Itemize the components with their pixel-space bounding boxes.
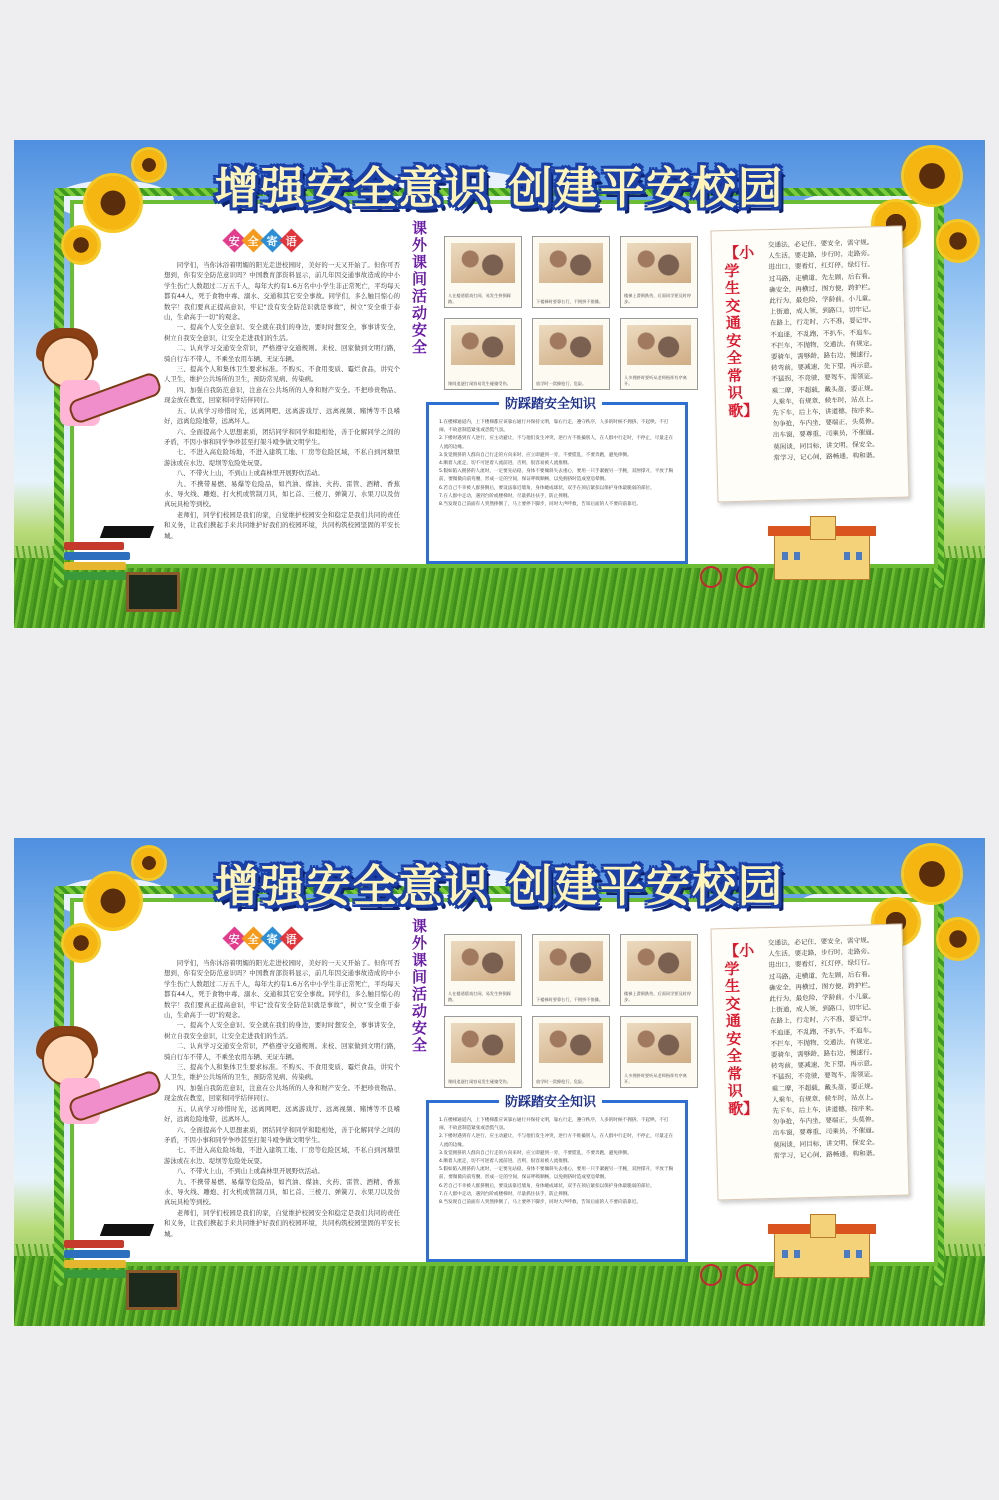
activity-picture (620, 934, 698, 1006)
song-line: 乘二摩，不超载，戴头盔，要正规。 (771, 1081, 878, 1093)
activity-label: 课外课间活动安全 (412, 219, 428, 356)
song-line: 要骑车，需够龄，路右边，慢速行。 (770, 350, 877, 362)
activity-picture (532, 318, 610, 390)
stampede-item: 5.假如陷入拥挤的人流时，一定要先站稳，身体不要倾斜失去重心，要用一只手紧握另一手腕，双肘撑开，平放于胸前，要微微向前弯腰，形成一定的空间，保证呼吸顺畅，以免拥挤时造成窒息晕倒。 (439, 469, 674, 483)
graduation-cap-icon (100, 526, 154, 538)
stampede-list (429, 1103, 685, 1207)
song-line: 上街道，成人领，到路口，切牢记。 (769, 1003, 876, 1015)
stampede-title: 防踩踏安全知识 (499, 1091, 602, 1110)
sunflower-icon (939, 222, 977, 260)
picture-caption: 下楼梯时要靠右行，不拥挤不推搡。 (536, 996, 604, 1002)
activity-picture (444, 318, 522, 390)
song-lines (768, 935, 902, 1162)
picture-caption: 下楼梯时要靠右行，不拥挤不推搡。 (536, 298, 604, 304)
stampede-item: 3.发觉拥挤的人群向自己行走的方向来时，应立即避到一旁，不要慌乱，不要奔跑，避免摔倒。 (439, 452, 632, 458)
intro-paragraph: 一、提高个人安全意识、安全就在我们的身边，要时时想安全，事事讲安全，树立自我安全意识，让安全走进我们的生活。 (164, 323, 400, 342)
song-line: 在路上，行走时，六不准，要记牢。 (769, 1014, 876, 1026)
tagline-char: 全 (248, 234, 259, 248)
stampede-item: 8.当发现自己前面有人突然摔倒了，马上要停下脚步，同时大声呼救，告知后面的人不要向前靠近。 (439, 1200, 641, 1206)
stampede-item: 2.下楼时遇到有人逆行，应主动避让，不与他们发生冲突，逆行方不推搡别人，在人群中行走时，不停止，尽量走在人流的边缘。 (439, 436, 674, 450)
song-line: 不猛拐，不竞驶，要驾车，需领证。 (771, 1070, 877, 1082)
song-line: 先下车，后上车，讲道德，按序来。 (772, 1104, 878, 1116)
traffic-song-card (710, 924, 909, 1201)
stampede-item: 6.若自己不幸被人群挤倒后，要设法靠近墙角，身体蜷成球状，双手在颈后紧扣以保护身体最脆弱的部位。 (439, 485, 655, 491)
safety-board-bottom (14, 838, 985, 1326)
stampede-item: 4.顺着人流走，切不可逆着人流前进，否则，很容易被人流推倒。 (439, 1159, 573, 1165)
song-line: 人乘车，有规章，候车时，站点上。 (771, 395, 878, 406)
song-line: 过马路，走横道，先左顾，后右看。 (768, 969, 875, 981)
song-line: 确安全，再横过，图方便，跨护栏。 (768, 981, 875, 992)
song-line: 不追逐，不乱跑，不扒车，不追车。 (770, 327, 876, 339)
activity-picture (620, 236, 698, 308)
board-title: 增强安全意识 创建平安校园 (214, 163, 785, 214)
song-line: 在路上，行走时，六不准，要记牢。 (769, 316, 876, 328)
song-line: 不追逐，不乱跑，不扒车，不追车。 (770, 1025, 876, 1037)
tagline-char: 语 (286, 932, 297, 946)
song-line: 进出口，要看灯，红灯停，绿灯行。 (768, 958, 875, 970)
activity-picture (444, 934, 522, 1006)
tagline-char: 安 (229, 234, 240, 248)
song-line: 出车窗，要尊重，司乘员，不催逼。 (772, 428, 879, 440)
song-line: 交通法，必记住，要安全，需守规。 (767, 238, 874, 250)
song-line: 出车窗，要尊重，司乘员，不催逼。 (772, 1126, 879, 1138)
picture-caption: 楼梯上滑倒跌伤，后面同学要及时停步。 (624, 293, 692, 304)
stampede-safety-box (426, 397, 688, 564)
sunflower-icon (939, 920, 977, 958)
stampede-item: 4.顺着人流走，切不可逆着人流前进，否则，很容易被人流推倒。 (439, 461, 573, 467)
intro-paragraph: 六、全面提高个人思想素质，团结同学和同学和睦相处，善于化解同学之间的矛盾，不因小事和同学争吵甚至打架斗殴争做文明学生。 (164, 427, 400, 446)
stampede-safety-box (426, 1095, 688, 1262)
tagline (226, 232, 300, 249)
song-line: 不拦车，不抛物，交通法，有规定。 (770, 339, 877, 350)
picture-caption: 楼梯上滑倒跌伤，后面同学要及时停步。 (624, 991, 692, 1002)
picture-caption: 放学时一窝蜂抢行，危险。 (536, 380, 587, 386)
intro-paragraph: 一、提高个人安全意识、安全就在我们的身边，要时时想安全，事事讲安全，树立自我安全意识，让安全走进我们的生活。 (164, 1021, 400, 1040)
sunflower-icon (64, 228, 98, 262)
chalkboard-illustration (126, 572, 180, 612)
song-line: 乘二摩，不超载，戴头盔，要正规。 (771, 383, 878, 395)
song-line: 交通法，必记住，要安全，需守规。 (767, 936, 874, 948)
song-line: 人乘车，有规章，候车时，站点上。 (771, 1093, 878, 1104)
tagline-char: 全 (248, 932, 259, 946)
activity-picture (532, 934, 610, 1006)
chalkboard-illustration (126, 1270, 180, 1310)
intro-paragraph: 同学们，当你沐浴着明媚的阳光走进校园时，美好的一天又开始了。但你可否想到，你有安全防范意识吗？中国教育部资料显示，前几年因交通事故造成的中小学生伤亡人数超过二万五千人，每年大约有1.6万名中小学生非正常死亡，平均每天都有44人，死于食物中毒、溺水、交通和其它安全事故。同学们，多么触目惊心的数字！我们要真正提高意识，牢记“没有安全防范识就是事故”，树立“安全重于泰山，生命高于一切”的观念。 (164, 959, 400, 1020)
intro-paragraph: 同学们，当你沐浴着明媚的阳光走进校园时，美好的一天又开始了。但你可否想到，你有安全防范意识吗？中国教育部资料显示，前几年因交通事故造成的中小学生伤亡人数超过二万五千人，每年大约有1.6万名中小学生非正常死亡，平均每天都有44人，死于食物中毒、溺水、交通和其它安全事故。同学们，多么触目惊心的数字！我们要真正提高意识，牢记“没有安全防范识就是事故”，树立“安全重于泰山，生命高于一切”的观念。 (164, 261, 400, 322)
stampede-list (429, 405, 685, 509)
school-building-illustration (774, 1218, 870, 1278)
intro-paragraph: 四、加强自我防范意识，注意在公共场所的人身和财产安全。不把珍贵物品、现金放在教室，回家和同学结伴同行。 (164, 385, 400, 405)
song-line: 转弯前，要减速，先下望，再示意。 (770, 1059, 877, 1071)
song-line: 上街道，成人领，到路口，切牢记。 (769, 305, 876, 317)
activity-picture (620, 1016, 698, 1088)
stampede-item: 7.在人群中走动，遇到台阶或楼梯时，尽量抓住扶手，防止摔倒。 (439, 493, 573, 499)
school-building-illustration (774, 520, 870, 580)
graduation-cap-icon (100, 1224, 154, 1236)
board-title: 增强安全意识 创建平安校园 (214, 861, 785, 912)
activity-picture (532, 236, 610, 308)
song-line: 不拦车，不抛物，交通法，有规定。 (770, 1037, 877, 1048)
song-line: 先下车，后上车，讲道德，按序来。 (772, 406, 878, 418)
stampede-item: 6.若自己不幸被人群挤倒后，要设法靠近墙角，身体蜷成球状，双手在颈后紧扣以保护身体最脆弱的部位。 (439, 1183, 655, 1189)
intro-paragraph: 八、不带火上山，不到山上或森林里开展野炊活动。 (176, 469, 324, 478)
song-line: 进出口，要看灯，红灯停，绿灯行。 (768, 260, 875, 272)
stampede-item: 1.在楼梯通道内，上下楼梯都应该靠右通行并保持文明，靠右行走，遵守秩序，人多的时候不拥挤、不起哄、不打闹、不故意制造紧张或恐慌气氛。 (439, 1118, 669, 1132)
song-line: 过马路，走横道，先左顾，后右看。 (768, 271, 875, 283)
activity-picture (444, 236, 522, 308)
stampede-item: 1.在楼梯通道内，上下楼梯都应该靠右通行并保持文明，靠右行走，遵守秩序，人多的时候不拥挤、不起哄、不打闹、不故意制造紧张或恐慌气氛。 (439, 420, 669, 434)
intro-paragraph: 四、加强自我防范意识，注意在公共场所的人身和财产安全。不把珍贵物品、现金放在教室，回家和同学结伴同行。 (164, 1083, 400, 1103)
song-line: 人生活，要走路，步行时，走路旁。 (768, 249, 874, 261)
intro-text (164, 260, 400, 541)
tagline (226, 930, 300, 947)
intro-paragraph: 五、认真学习珍惜时光，远离网吧、远离游戏厅、远离视频、赌博等不良嗜好，远离危险地带，远离坏人。 (164, 1104, 400, 1124)
activity-label: 课外课间活动安全 (412, 917, 428, 1054)
stampede-item: 8.当发现自己前面有人突然摔倒了，马上要停下脚步，同时大声呼救，告知后面的人不要向前靠近。 (439, 502, 641, 508)
picture-caption: 人多拥挤时要听从老师指挥有序离开。 (624, 1073, 687, 1084)
stampede-title: 防踩踏安全知识 (499, 393, 602, 412)
song-line: 勿争抢，车内坐，要端正，头莫伸。 (772, 417, 879, 429)
activity-pictures (444, 236, 702, 390)
song-title: 【小学生交通安全常识歌】 (723, 941, 759, 1118)
picture-caption: 人在楼道嬉戏打闹，易发生挤倒踩踏。 (448, 991, 511, 1002)
song-lines (768, 237, 902, 464)
song-line: 转弯前，要减速，先下望，再示意。 (770, 361, 877, 373)
intro-paragraph: 八、不带火上山，不到山上或森林里开展野炊活动。 (176, 1167, 324, 1176)
song-line: 要骑车，需够龄，路右边，慢速行。 (770, 1048, 877, 1060)
intro-paragraph: 六、全面提高个人思想素质，团结同学和同学和睦相处，善于化解同学之间的矛盾，不因小事和同学争吵甚至打架斗殴争做文明学生。 (164, 1125, 400, 1144)
song-line: 莫闲谈，同目标，讲文明，保安全。 (773, 1137, 879, 1149)
activity-picture (620, 318, 698, 390)
intro-paragraph: 老师们，同学们校园是我们的家，自觉维护校园安全和稳定是我们共同的责任和义务，让我们携起手来共同维护好我们的校园环境，共同构筑校园坚固的平安长城。 (164, 1208, 400, 1238)
cartoon-girl-illustration (32, 1024, 152, 1134)
tagline-char: 安 (229, 932, 240, 946)
stampede-item: 5.假如陷入拥挤的人流时，一定要先站稳，身体不要倾斜失去重心，要用一只手紧握另一手腕，双肘撑开，平放于胸前，要微微向前弯腰，形成一定的空间，保证呼吸顺畅，以免拥挤时造成窒息晕倒。 (439, 1167, 674, 1181)
intro-paragraph: 三、提高个人和集体卫生要求标准。不购买、不食用变质、霉烂食品，讲究个人卫生，维护公共场所的卫生，预防常见病、传染病。 (164, 1063, 400, 1082)
picture-caption: 人多拥挤时要听从老师指挥有序离开。 (624, 375, 687, 386)
picture-caption: 课间追逐打闹容易发生碰撞受伤。 (448, 1078, 511, 1084)
stampede-item: 3.发觉拥挤的人群向自己行走的方向来时，应立即避到一旁，不要慌乱，不要奔跑，避免摔倒。 (439, 1150, 632, 1156)
picture-caption: 放学时一窝蜂抢行，危险。 (536, 1078, 587, 1084)
intro-paragraph: 七、不进入高危险场地，不进入建筑工地、厂房等危险区域，不私自到河塘里游泳或在水边、堤坝等危险处玩耍。 (164, 1146, 400, 1165)
picture-caption: 课间追逐打闹容易发生碰撞受伤。 (448, 380, 511, 386)
intro-paragraph: 七、不进入高危险场地，不进入建筑工地、厂房等危险区域，不私自到河塘里游泳或在水边、堤坝等危险处玩耍。 (164, 448, 400, 467)
song-line: 常学习，记心间，路畅通，构和谐。 (773, 451, 880, 462)
intro-paragraph: 五、认真学习珍惜时光，远离网吧、远离游戏厅、远离视频、赌博等不良嗜好，远离危险地带，远离坏人。 (164, 406, 400, 426)
girl-on-bike-illustration (700, 1236, 760, 1286)
tagline-char: 寄 (267, 234, 278, 248)
song-line: 人生活，要走路，步行时，走路旁。 (768, 947, 874, 959)
tagline-badge (279, 926, 303, 950)
tagline-badge (279, 228, 303, 252)
song-line: 莫闲谈，同目标，讲文明，保安全。 (773, 439, 879, 451)
stampede-item: 7.在人群中走动，遇到台阶或楼梯时，尽量抓住扶手，防止摔倒。 (439, 1191, 573, 1197)
song-line: 不猛拐，不竞驶，要驾车，需领证。 (771, 372, 877, 384)
traffic-song-card (710, 226, 909, 503)
song-line: 此行为，最危险，学龄前，小儿童。 (769, 294, 875, 306)
picture-caption: 人在楼道嬉戏打闹，易发生挤倒踩踏。 (448, 293, 511, 304)
sunflower-icon (64, 926, 98, 960)
activity-picture (532, 1016, 610, 1088)
safety-board-top (14, 140, 985, 628)
stampede-item: 2.下楼时遇到有人逆行，应主动避让，不与他们发生冲突，逆行方不推搡别人，在人群中行走时，不停止，尽量走在人流的边缘。 (439, 1134, 674, 1148)
song-line: 此行为，最危险，学龄前，小儿童。 (769, 992, 875, 1004)
intro-paragraph: 二、认真学习交通安全常识，严格遵守交通规则。来校、回家做到文明行路，骑自行车不带人，不乘坐农用车辆、无证车辆。 (164, 344, 400, 363)
intro-paragraph: 九、不携带易燃、易爆等危险品，如汽油、煤油、火药、雷管、酒精、香蕉水、导火线、雕炮、打火机或管制刀具，如匕首、三棱刀、弹簧刀、水果刀以及仿真玩具枪等到校。 (164, 479, 400, 509)
intro-paragraph: 二、认真学习交通安全常识，严格遵守交通规则。来校、回家做到文明行路，骑自行车不带人，不乘坐农用车辆、无证车辆。 (164, 1042, 400, 1061)
intro-paragraph: 老师们，同学们校园是我们的家，自觉维护校园安全和稳定是我们共同的责任和义务，让我们携起手来共同维护好我们的校园环境，共同构筑校园坚固的平安长城。 (164, 510, 400, 540)
intro-paragraph: 九、不携带易燃、易爆等危险品，如汽油、煤油、火药、雷管、酒精、香蕉水、导火线、雕炮、打火机或管制刀具，如匕首、三棱刀、弹簧刀、水果刀以及仿真玩具枪等到校。 (164, 1177, 400, 1207)
activity-picture (444, 1016, 522, 1088)
cartoon-girl-illustration (32, 326, 152, 436)
intro-text (164, 958, 400, 1239)
song-line: 确安全，再横过，图方便，跨护栏。 (768, 283, 875, 294)
song-line: 常学习，记心间，路畅通，构和谐。 (773, 1149, 880, 1160)
song-title: 【小学生交通安全常识歌】 (723, 243, 759, 420)
girl-on-bike-illustration (700, 538, 760, 588)
tagline-char: 语 (286, 234, 297, 248)
intro-paragraph: 三、提高个人和集体卫生要求标准。不购买、不食用变质、霉烂食品，讲究个人卫生，维护公共场所的卫生，预防常见病、传染病。 (164, 365, 400, 384)
activity-pictures (444, 934, 702, 1088)
song-line: 勿争抢，车内坐，要端正，头莫伸。 (772, 1115, 879, 1127)
tagline-char: 寄 (267, 932, 278, 946)
